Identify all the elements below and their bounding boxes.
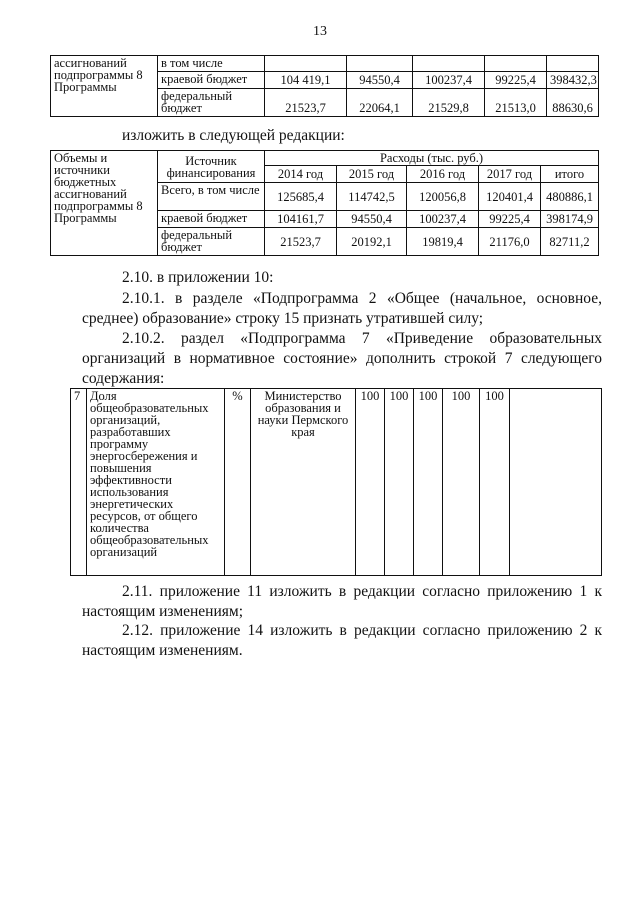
old-cell: 21523,7 bbox=[265, 89, 347, 117]
value-cell: 100 bbox=[356, 389, 385, 576]
old-cell: 21529,8 bbox=[413, 89, 485, 117]
new-cell: 20192,1 bbox=[337, 228, 407, 256]
paragraph-2-10: 2.10. в приложении 10: bbox=[122, 269, 274, 286]
new-cell: 125685,4 bbox=[265, 183, 337, 211]
indicator-name: Доля общеобразовательных организаций, разработавших программу энергосбережения и повышения эффективности использования энергетических ресурсов, от общего количества общеобразовательных организаций bbox=[87, 389, 225, 576]
old-cell bbox=[347, 56, 413, 72]
value-cell: 100 bbox=[480, 389, 510, 576]
year-header: 2017 год bbox=[479, 166, 541, 183]
old-row-source: краевой бюджет bbox=[158, 72, 265, 89]
old-cell: 21513,0 bbox=[485, 89, 547, 117]
new-cell: 21176,0 bbox=[479, 228, 541, 256]
old-table-label: ассигнований подпрограммы 8 Программы bbox=[51, 56, 158, 117]
row-number: 7 bbox=[71, 389, 87, 576]
new-cell: 104161,7 bbox=[265, 211, 337, 228]
new-cell: 99225,4 bbox=[479, 211, 541, 228]
unit-cell: % bbox=[225, 389, 251, 576]
new-cell: 21523,7 bbox=[265, 228, 337, 256]
empty-cell bbox=[510, 389, 602, 576]
value-cell: 100 bbox=[385, 389, 414, 576]
new-cell: 114742,5 bbox=[337, 183, 407, 211]
old-cell bbox=[265, 56, 347, 72]
paragraph-2-11: 2.11. приложение 11 изложить в редакции согласно приложению 1 к настоящим изменениям; bbox=[82, 583, 602, 620]
total-header: итого bbox=[541, 166, 599, 183]
old-cell: 99225,4 bbox=[485, 72, 547, 89]
old-cell: 22064,1 bbox=[347, 89, 413, 117]
old-cell bbox=[413, 56, 485, 72]
new-cell: 100237,4 bbox=[407, 211, 479, 228]
old-funding-table bbox=[50, 55, 599, 117]
old-cell: 88630,6 bbox=[547, 89, 599, 117]
paragraph-2-12: 2.12. приложение 14 изложить в редакции согласно приложению 2 к настоящим изменениям. bbox=[82, 622, 602, 659]
new-cell: 94550,4 bbox=[337, 211, 407, 228]
old-cell: 100237,4 bbox=[413, 72, 485, 89]
indicator-table bbox=[70, 388, 602, 576]
expenses-header: Расходы (тыс. руб.) bbox=[265, 151, 599, 166]
year-header: 2016 год bbox=[407, 166, 479, 183]
intro-text: изложить в следующей редакции: bbox=[122, 127, 345, 144]
new-row-source: краевой бюджет bbox=[158, 211, 265, 228]
year-header: 2014 год bbox=[265, 166, 337, 183]
page-number: 13 bbox=[313, 24, 327, 39]
new-cell: 120056,8 bbox=[407, 183, 479, 211]
old-cell: 94550,4 bbox=[347, 72, 413, 89]
old-cell bbox=[547, 56, 599, 72]
new-row-source: федеральный бюджет bbox=[158, 228, 265, 256]
new-cell: 82711,2 bbox=[541, 228, 599, 256]
new-cell: 398174,9 bbox=[541, 211, 599, 228]
paragraph-2-10-2: 2.10.2. раздел «Подпрограмма 7 «Приведение образовательных организаций в нормативное состояние» дополнить строкой 7 следующего содержания: bbox=[82, 330, 602, 387]
new-table-label: Объемы и источники бюджетных ассигнований подпрограммы 8 Программы bbox=[51, 151, 158, 256]
old-row-source: федеральный бюджет bbox=[158, 89, 265, 117]
new-row-source: Всего, в том числе bbox=[158, 183, 265, 211]
new-cell: 19819,4 bbox=[407, 228, 479, 256]
ministry-cell: Министерство образования и науки Пермского края bbox=[251, 389, 356, 576]
old-row-source: в том числе bbox=[158, 56, 265, 72]
new-cell: 480886,1 bbox=[541, 183, 599, 211]
old-cell bbox=[485, 56, 547, 72]
new-cell: 120401,4 bbox=[479, 183, 541, 211]
value-cell: 100 bbox=[414, 389, 443, 576]
new-funding-table bbox=[50, 150, 599, 256]
old-cell: 398432,3 bbox=[547, 72, 599, 89]
source-header: Источник финансирования bbox=[158, 151, 265, 183]
year-header: 2015 год bbox=[337, 166, 407, 183]
paragraph-2-10-1: 2.10.1. в разделе «Подпрограмма 2 «Общее (начальное, основное, среднее) образование» строку 15 признать утратившей силу; bbox=[82, 290, 602, 327]
old-cell: 104 419,1 bbox=[265, 72, 347, 89]
value-cell: 100 bbox=[443, 389, 480, 576]
